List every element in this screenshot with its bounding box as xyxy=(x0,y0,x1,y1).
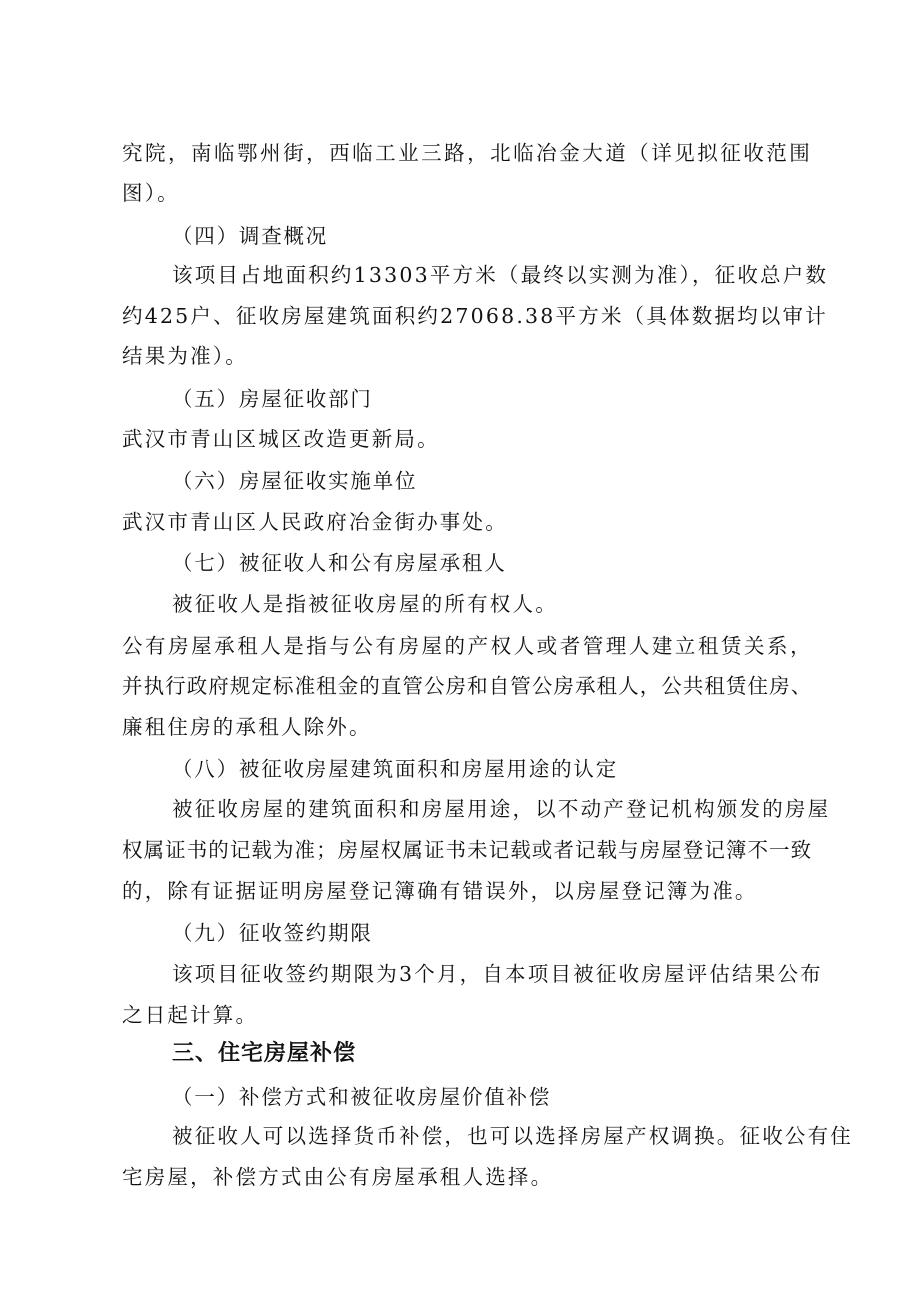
section-heading-9: （九）征收签约期限 xyxy=(172,921,373,945)
paragraph-line: 之日起计算。 xyxy=(122,1003,259,1027)
paragraph-line: 武汉市青山区城区改造更新局。 xyxy=(122,427,440,451)
chapter-heading-3: 三、住宅房屋补偿 xyxy=(172,1041,357,1066)
section-heading-6: （六）房屋征收实施单位 xyxy=(172,469,418,493)
paragraph-line: 图）。 xyxy=(122,181,180,205)
paragraph-line: 武汉市青山区人民政府冶金街办事处。 xyxy=(122,510,508,534)
section-heading-4: （四）调查概况 xyxy=(172,224,329,248)
paragraph-line: 该项目占地面积约13303平方米（最终以实测为准），征收总户数 xyxy=(172,263,829,287)
paragraph-line: 并执行政府规定标准租金的直管公房和自管公房承租人，公共租赁住房、 xyxy=(122,674,812,698)
paragraph-line: 的，除有证据证明房屋登记簿确有错误外，以房屋登记簿为准。 xyxy=(122,879,758,903)
section-heading-5: （五）房屋征收部门 xyxy=(172,387,373,411)
paragraph-line: 被征收人可以选择货币补偿，也可以选择房屋产权调换。征收公有住 xyxy=(172,1124,853,1148)
paragraph-line: 公有房屋承租人是指与公有房屋的产权人或者管理人建立租赁关系， xyxy=(122,634,812,658)
section-heading-8: （八）被征收房屋建筑面积和房屋用途的认定 xyxy=(172,757,618,781)
paragraph-line: 廉租住房的承租人除外。 xyxy=(122,715,372,739)
paragraph-line: 被征收人是指被征收房屋的所有权人。 xyxy=(172,592,558,616)
section-heading-7: （七）被征收人和公有房屋承租人 xyxy=(172,551,507,575)
paragraph-line: 结果为准）。 xyxy=(122,344,248,368)
paragraph-line: 权属证书的记载为准；房屋权属证书未记载或者记载与房屋登记簿不一致 xyxy=(122,838,812,862)
paragraph-line: 约425户、征收房屋建筑面积约27068.38平方米（具体数据均以审计 xyxy=(122,304,828,328)
paragraph-line: 宅房屋，补偿方式由公有房屋承租人选择。 xyxy=(122,1165,554,1189)
paragraph-line: 究院，南临鄂州街，西临工业三路，北临冶金大道（详见拟征收范围 xyxy=(122,141,812,165)
paragraph-line: 该项目征收签约期限为3个月，自本项目被征收房屋评估结果公布 xyxy=(172,962,823,986)
paragraph-line: 被征收房屋的建筑面积和房屋用途，以不动产登记机构颁发的房屋 xyxy=(172,797,831,821)
section-heading-3-1: （一）补偿方式和被征收房屋价值补偿 xyxy=(172,1085,552,1109)
